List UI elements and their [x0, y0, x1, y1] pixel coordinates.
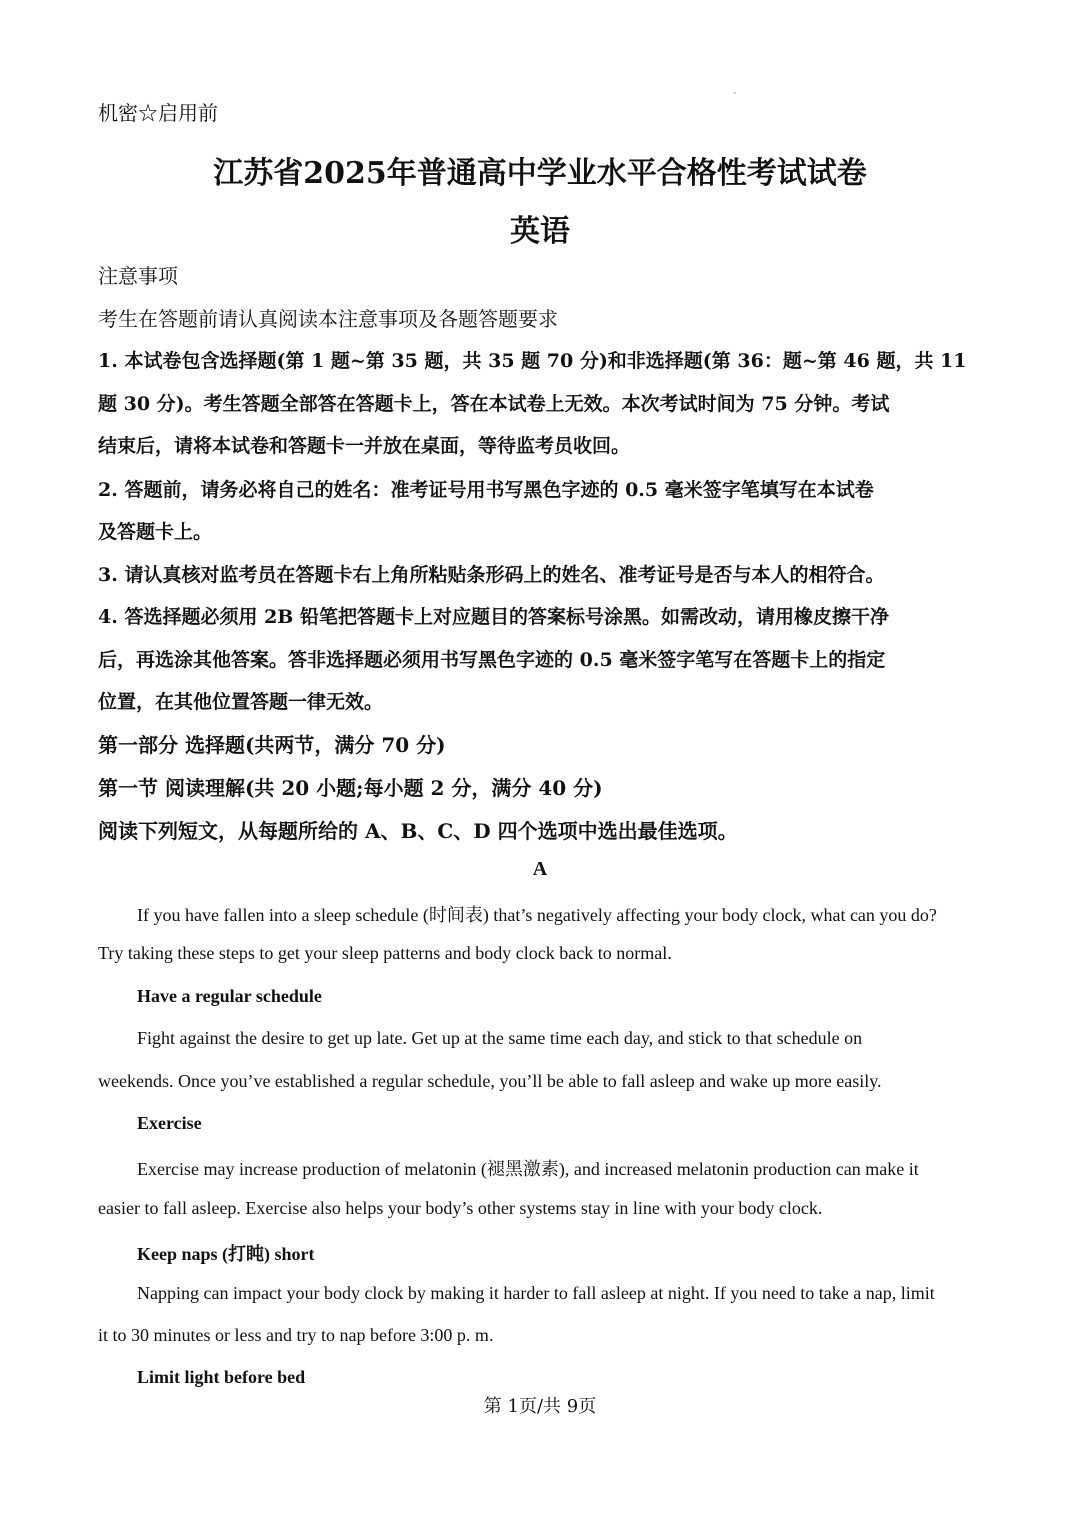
notice-line: 3. 请认真核对监考员在答题卡右上角所粘贴条形码上的姓名、准考证号是否与本人的相符合。	[98, 564, 885, 586]
notice-line: 4. 答选择题必须用 2B 铅笔把答题卡上对应题目的答案标号涂黑。如需改动，请用橡皮擦干净	[98, 606, 889, 628]
section-instruction: 阅读下列短文，从每题所给的 A、B、C、D 四个选项中选出最佳选项。	[98, 819, 738, 843]
page-number: 第 1页/共 9页	[483, 1396, 597, 1417]
passage-text: Try taking these steps to get your sleep patterns and body clock back to normal.	[98, 943, 672, 963]
exam-title: 江苏省2025年普通高中学业水平合格性考试试卷	[213, 156, 867, 191]
scan-speck	[734, 92, 736, 94]
notice-line: 2. 答题前，请务必将自己的姓名：准考证号用书写黑色字迹的 0.5 毫米签字笔填写在本试卷	[98, 479, 874, 501]
passage-text: If you have fallen into a sleep schedule (时间表) that’s negatively affecting your body clock, what can you do?	[137, 905, 937, 925]
notice-line: 及答题卡上。	[98, 521, 213, 543]
notice-heading: 注意事项	[98, 264, 178, 288]
confidential-mark: 机密☆启用前	[98, 101, 218, 125]
part-heading: 第一部分 选择题(共两节，满分 70 分)	[98, 733, 446, 757]
passage-subheading: Exercise	[137, 1113, 202, 1133]
notice-line: 1. 本试卷包含选择题(第 1 题~第 35 题，共 35 题 70 分)和非选择题(第 36：题~第 46 题，共 11	[98, 350, 967, 372]
passage-subheading: Limit light before bed	[137, 1367, 306, 1387]
notice-line: 后，再选涂其他答案。答非选择题必须用书写黑色字迹的 0.5 毫米签字笔写在答题卡上的指定	[98, 649, 886, 671]
passage-text: Exercise may increase production of melatonin (褪黑激素), and increased melatonin production can make it	[137, 1159, 919, 1179]
passage-text: weekends. Once you’ve established a regular schedule, you’ll be able to fall asleep and wake up more easily.	[98, 1071, 882, 1091]
passage-subheading: Have a regular schedule	[137, 986, 322, 1006]
notice-intro: 考生在答题前请认真阅读本注意事项及各题答题要求	[98, 307, 558, 331]
passage-text: it to 30 minutes or less and try to nap before 3:00 p. m.	[98, 1325, 494, 1345]
notice-line: 结束后，请将本试卷和答题卡一并放在桌面，等待监考员收回。	[98, 435, 631, 457]
passage-text: Napping can impact your body clock by making it harder to fall asleep at night. If you need to take a nap, limit	[137, 1283, 935, 1303]
passage-text: Fight against the desire to get up late. Get up at the same time each day, and stick to that schedule on	[137, 1028, 863, 1048]
passage-letter: A	[532, 858, 548, 880]
notice-line: 位置，在其他位置答题一律无效。	[98, 691, 384, 713]
subject-title: 英语	[510, 214, 570, 249]
passage-subheading: Keep naps (打盹) short	[137, 1244, 315, 1264]
passage-text: easier to fall asleep. Exercise also helps your body’s other systems stay in line with your body clock.	[98, 1198, 823, 1218]
section-heading: 第一节 阅读理解(共 20 小题;每小题 2 分，满分 40 分)	[98, 776, 603, 800]
notice-line: 题 30 分)。考生答题全部答在答题卡上，答在本试卷上无效。本次考试时间为 75 分钟。考试	[98, 393, 890, 415]
